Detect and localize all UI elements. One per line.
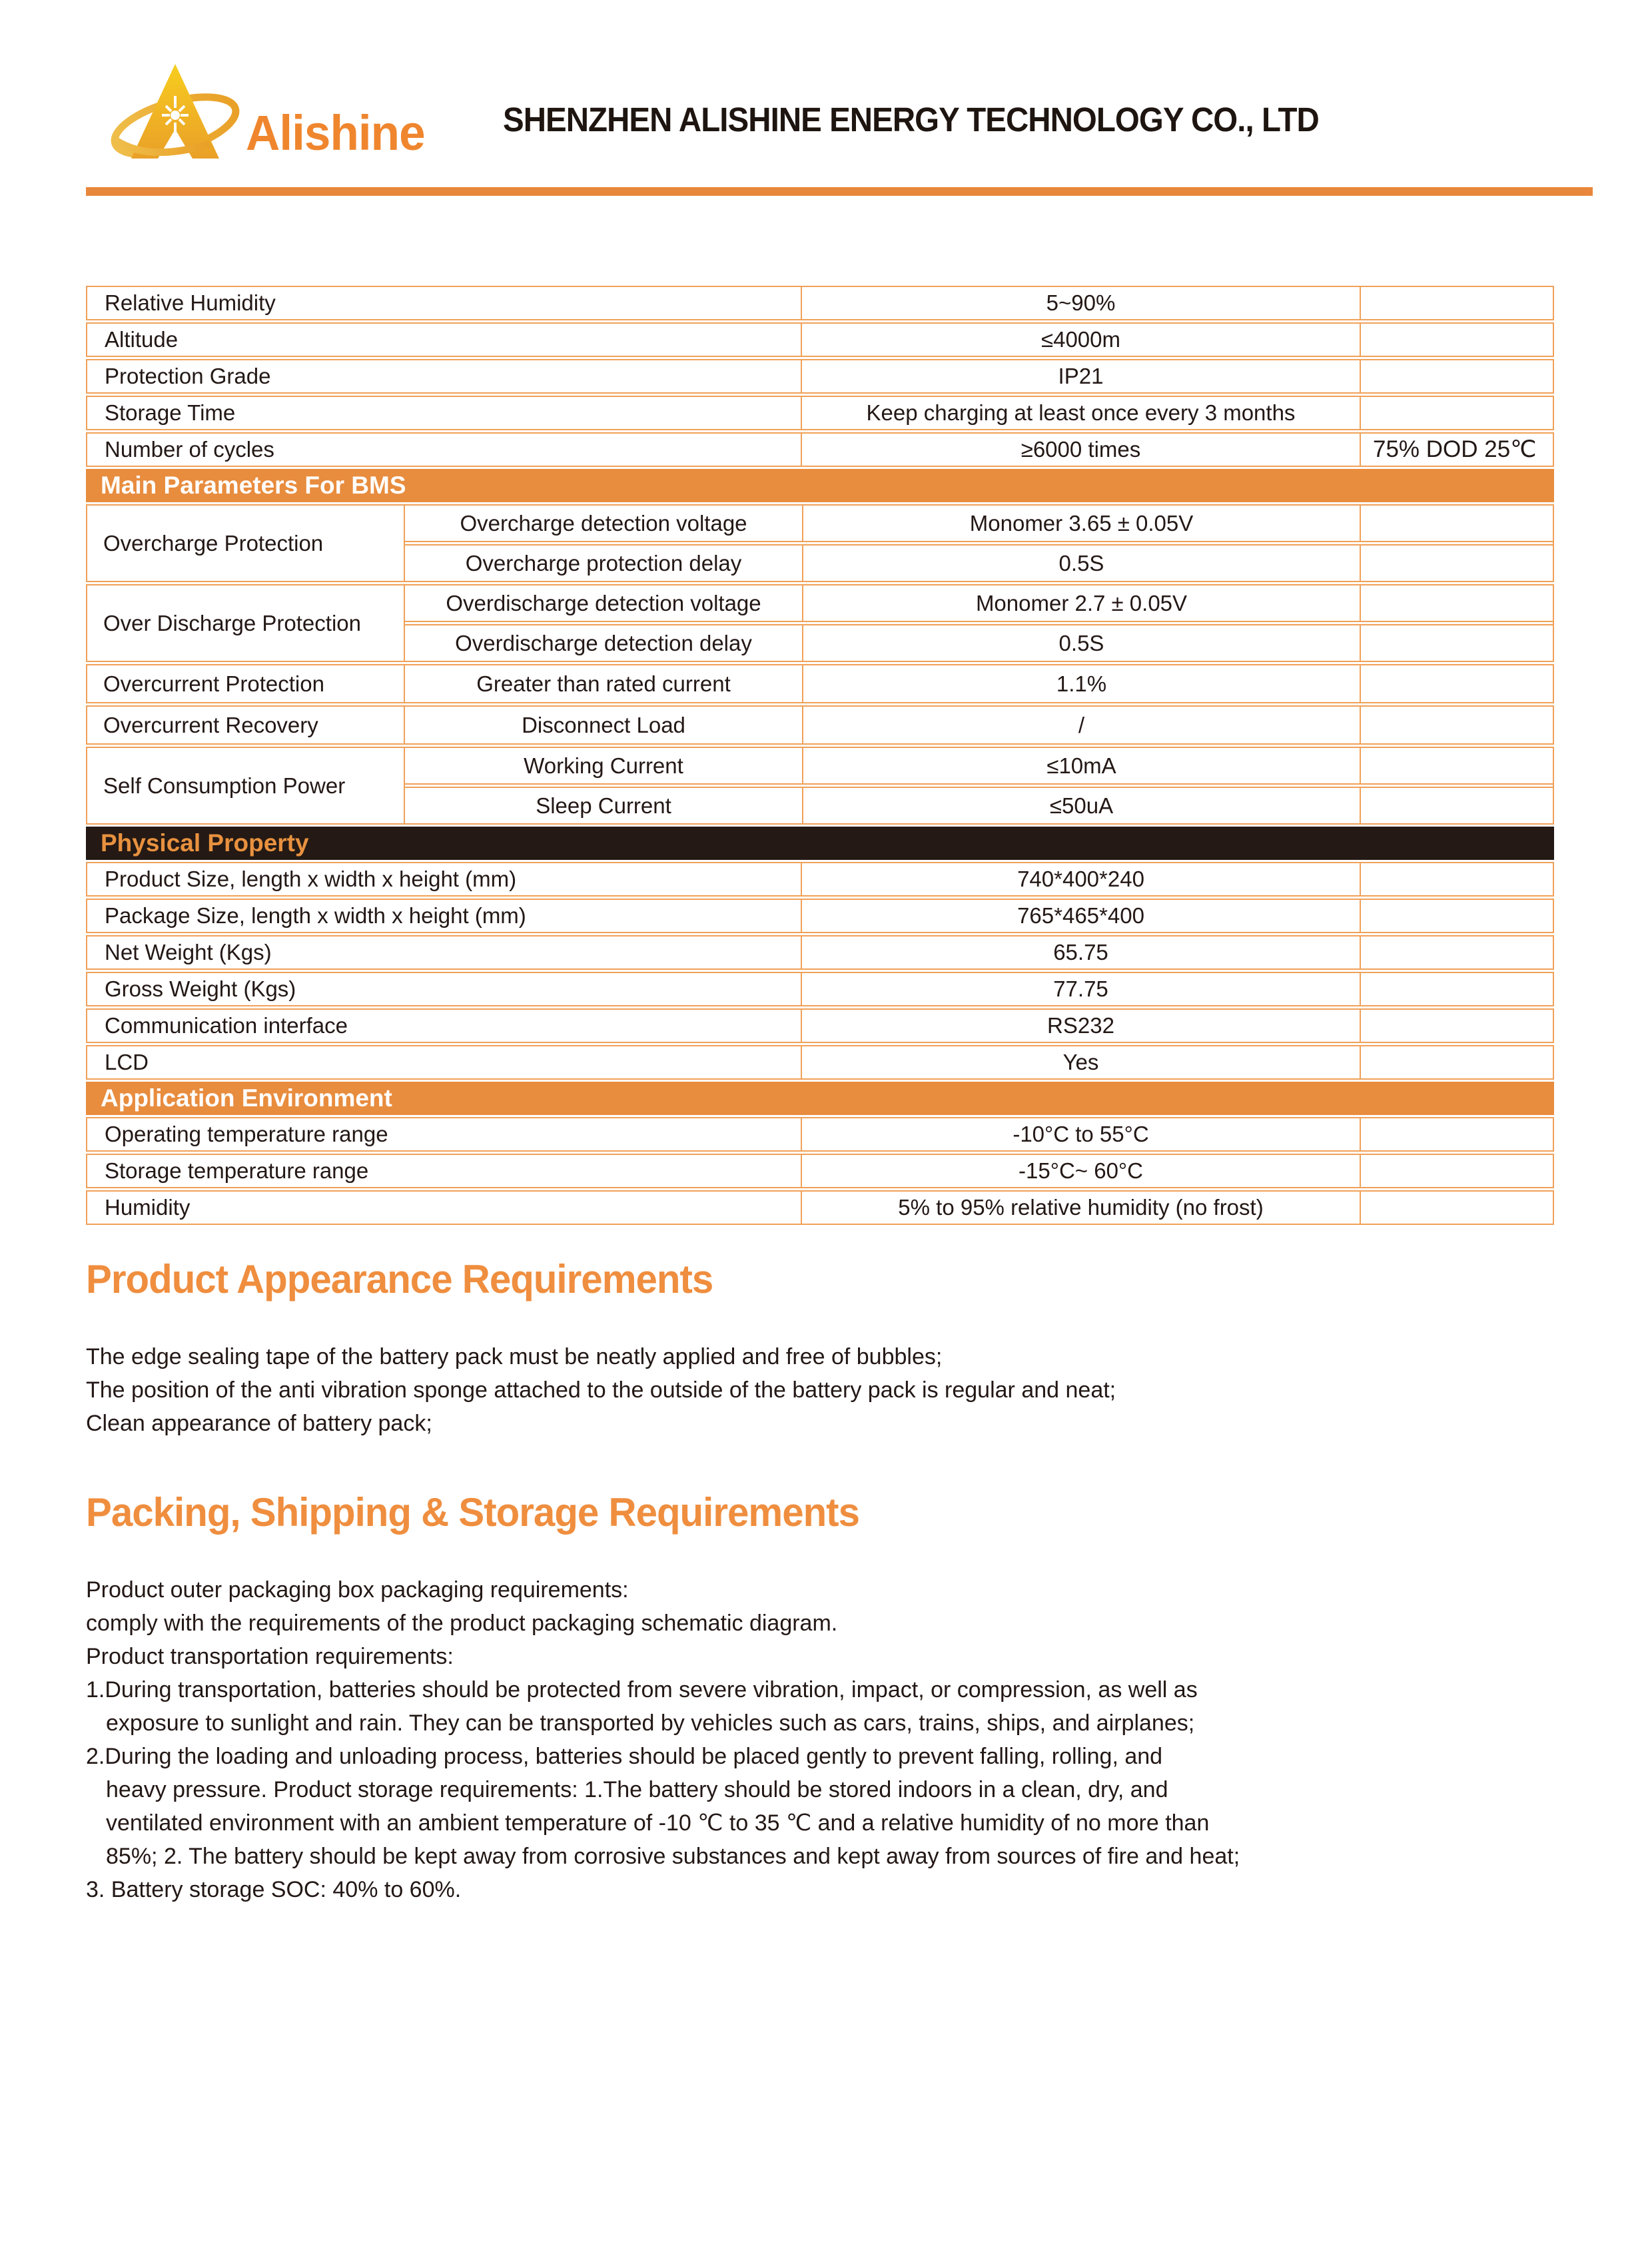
table-group [86,747,1554,825]
table-row [86,396,1554,430]
row-value: -10°C to 55°C [801,1118,1360,1150]
row-sublabel: Sleep Current [536,793,671,818]
row-label: Gross Weight (Kgs) [105,976,296,1001]
company-title: SHENZHEN ALISHINE ENERGY TECHNOLOGY CO., LTD [503,101,1319,139]
row-note [1360,1155,1553,1187]
row-value: 65.75 [801,936,1360,968]
row-value: 0.5S [802,546,1360,581]
row-sublabel: Disconnect Load [522,712,685,737]
section-header-physical: Physical Property [86,827,1554,860]
row-note [1360,788,1553,823]
row-note [1360,287,1553,319]
packing-title: Packing, Shipping & Storage Requirements [86,1490,859,1535]
row-value: RS232 [801,1010,1360,1042]
body-text-line: exposure to sunlight and rain. They can be transported by vehicles such as cars, trains, ships, and airplanes; [106,1710,1195,1736]
row-note: 75% DOD 25℃ [1360,434,1553,466]
table-row [86,432,1554,467]
row-sublabel: Overdischarge detection voltage [446,590,761,615]
body-text-line: 85%; 2. The battery should be kept away from corrosive substances and kept away from sources of fire and heat; [106,1844,1240,1869]
table-row [86,1190,1554,1225]
row-label: Storage temperature range [105,1158,369,1183]
row-note [1360,863,1553,895]
body-text-line: The position of the anti vibration sponge attached to the outside of the battery pack is regular and neat; [86,1377,1116,1403]
row-value: -15°C~ 60°C [801,1155,1360,1187]
table-row [86,1117,1554,1152]
row-note [1360,397,1553,429]
table-row [405,506,1553,542]
row-note [1360,324,1553,356]
row-value: 765*465*400 [801,900,1360,932]
group-label: Self Consumption Power [103,773,346,798]
alishine-sun-triangle-icon [110,61,240,163]
row-note [1360,1010,1553,1042]
row-value: IP21 [801,360,1360,392]
table-row [405,787,1553,823]
table-row [86,862,1554,897]
table-group [86,504,1554,582]
row-label: Package Size, length x width x height (mm) [105,903,526,928]
table-row [86,359,1554,394]
body-text-line: Product outer packaging box packaging requirements: [86,1577,629,1603]
table-group [86,664,1554,703]
row-label: Operating temperature range [105,1122,388,1146]
row-value: Monomer 2.7 ± 0.05V [802,585,1360,621]
row-label: Altitude [105,327,179,352]
row-note [1360,1118,1553,1150]
row-sublabel: Working Current [524,753,683,778]
row-value: Yes [801,1046,1360,1078]
table-row [86,972,1554,1006]
row-label: Storage Time [105,400,236,425]
group-label: Overcurrent Protection [103,671,324,696]
row-label: Communication interface [105,1013,348,1038]
table-row [86,1045,1554,1080]
row-note [1360,936,1553,968]
row-note [1360,1192,1553,1224]
row-note [1360,748,1553,783]
group-label: Overcharge Protection [103,530,324,556]
table-row [405,624,1553,661]
row-value: 0.5S [802,625,1360,661]
row-value: Monomer 3.65 ± 0.05V [802,506,1360,541]
packing-section [86,1491,1571,1906]
row-value: ≥6000 times [801,434,1360,466]
row-label: Protection Grade [105,364,271,388]
body-text-line: The edge sealing tape of the battery pack must be neatly applied and free of bubbles; [86,1344,943,1369]
group-label: Overcurrent Recovery [103,712,318,737]
row-note [1360,625,1553,661]
table-row [86,1154,1554,1188]
table-group [86,705,1554,745]
table-row [86,935,1554,970]
row-note [1360,585,1553,621]
row-sublabel: Overdischarge detection delay [455,630,752,655]
table-row [405,585,1553,622]
table-row [86,322,1554,357]
row-value: Keep charging at least once every 3 months [801,397,1360,429]
row-value: ≤4000m [801,324,1360,356]
body-text-line: ventilated environment with an ambient temperature of -10 ℃ to 35 ℃ and a relative humidity of no more than [106,1810,1210,1836]
logo-wordmark: Alishine [246,105,425,161]
table-group [86,584,1554,662]
table-row [405,544,1553,581]
row-label: Relative Humidity [105,290,276,315]
body-text-line: Product transportation requirements: [86,1644,454,1669]
body-text-line: Clean appearance of battery pack; [86,1411,432,1436]
row-label: Product Size, length x width x height (mm) [105,867,517,891]
row-label: Net Weight (Kgs) [105,940,272,964]
row-note [1360,506,1553,541]
table-row [86,899,1554,933]
row-sublabel: Greater than rated current [476,671,731,696]
spec-table [86,286,1554,1227]
row-value: 77.75 [801,973,1360,1005]
table-row [86,286,1554,320]
body-text-line: comply with the requirements of the product packaging schematic diagram. [86,1611,838,1636]
row-value: ≤10mA [802,748,1360,783]
row-label: Number of cycles [105,437,274,462]
row-value: ≤50uA [802,788,1360,823]
row-note [1360,707,1553,743]
row-value: 5% to 95% relative humidity (no frost) [801,1192,1360,1224]
table-row [405,665,1553,702]
body-text-line: heavy pressure. Product storage requirements: 1.The battery should be stored indoors in a clean, dry, and [106,1777,1168,1802]
row-sublabel: Overcharge detection voltage [460,510,747,536]
section-header-bms: Main Parameters For BMS [86,469,1554,502]
body-text-line: 1.During transportation, batteries should be protected from severe vibration, impact, or compression, as well as [86,1677,1198,1702]
body-text-line: 3. Battery storage SOC: 40% to 60%. [86,1877,462,1902]
table-row [405,707,1553,743]
row-label: Humidity [105,1195,191,1220]
row-value: 5~90% [801,287,1360,319]
appearance-title: Product Appearance Requirements [86,1257,713,1302]
header-divider [86,187,1593,196]
appearance-section [86,1258,1571,1440]
row-value: 1.1% [802,665,1360,702]
group-label: Over Discharge Protection [103,610,361,635]
row-note [1360,665,1553,702]
table-row [86,1008,1554,1043]
row-note [1360,900,1553,932]
row-value: 740*400*240 [801,863,1360,895]
row-note [1360,546,1553,581]
body-text-line: 2.During the loading and unloading process, batteries should be placed gently to prevent falling, rolling, and [86,1744,1163,1769]
row-note [1360,973,1553,1005]
row-note [1360,1046,1553,1078]
row-sublabel: Overcharge protection delay [465,550,742,575]
row-label: LCD [105,1050,149,1074]
company-logo [110,61,432,163]
table-row [405,748,1553,785]
row-value: / [802,707,1360,743]
row-note [1360,360,1553,392]
section-header-application: Application Environment [86,1082,1554,1115]
